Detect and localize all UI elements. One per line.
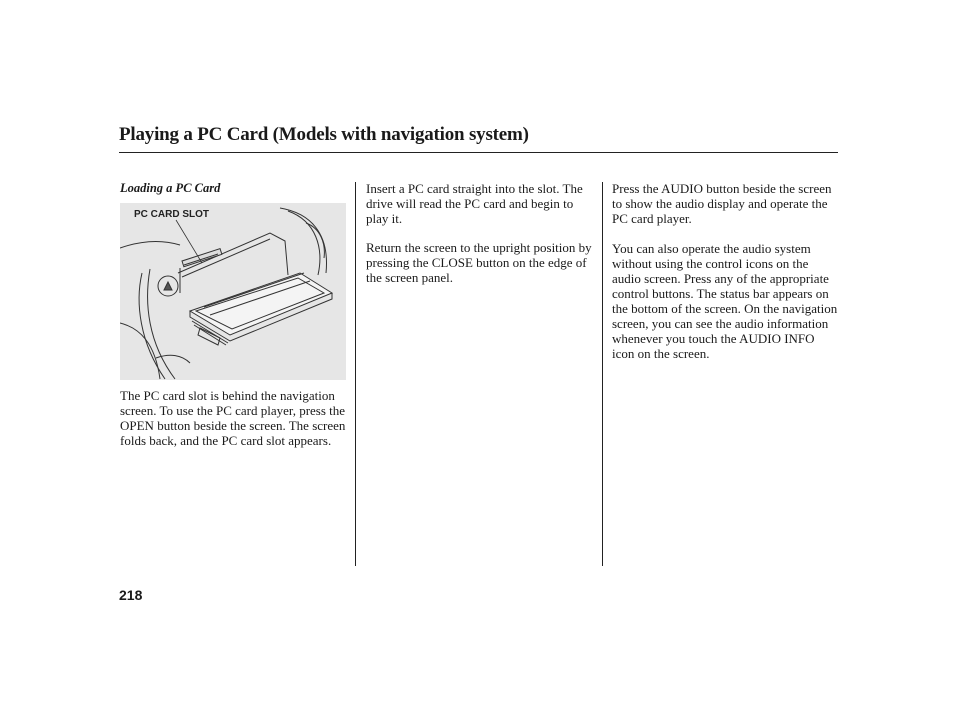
column3-paragraph-2: You can also operate the audio system without using the control icons on the audio screen. Press any of the appropriate control buttons. The status bar appears on the bottom of the screen. On the navigation screen, you can see the audio information whenever you touch the AUDIO INFO icon on the screen.	[612, 241, 838, 361]
column1-paragraph: The PC card slot is behind the navigation screen. To use the PC card player, press the OPEN button beside the screen. The screen folds back, and the PC card slot appears.	[120, 388, 346, 448]
page-number: 218	[119, 587, 143, 603]
column-divider-2	[602, 182, 603, 566]
pc-card-slot-illustration	[120, 203, 346, 380]
column3-paragraph-1: Press the AUDIO button beside the screen to show the audio display and operate the PC card player.	[612, 181, 832, 226]
page-title: Playing a PC Card (Models with navigation system)	[119, 124, 529, 145]
column-divider-1	[355, 182, 356, 566]
column2-paragraph-1: Insert a PC card straight into the slot. The drive will read the PC card and begin to play it.	[366, 181, 583, 226]
figure-label: PC CARD SLOT	[134, 209, 209, 220]
dashboard-drawing	[120, 203, 346, 380]
column2-paragraph-2: Return the screen to the upright position by pressing the CLOSE button on the edge of the screen panel.	[366, 240, 592, 285]
title-rule	[119, 152, 838, 153]
section-heading: Loading a PC Card	[120, 181, 221, 195]
